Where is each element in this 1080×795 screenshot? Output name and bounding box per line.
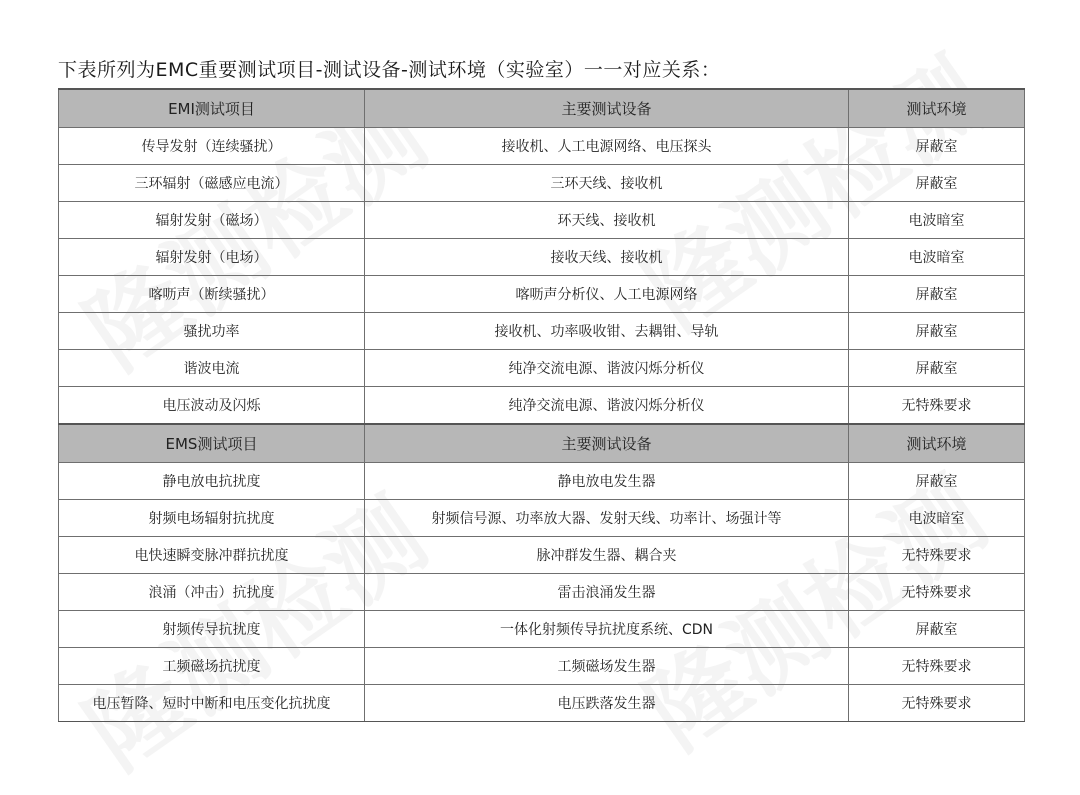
table-row xyxy=(59,537,1025,574)
environment-cell: 屏蔽室 xyxy=(849,611,1025,648)
table-row xyxy=(59,463,1025,500)
table-row xyxy=(59,387,1025,425)
table-row xyxy=(59,350,1025,387)
table-row xyxy=(59,202,1025,239)
test-item-cell: 辐射发射（磁场） xyxy=(59,202,365,239)
equipment-cell: 雷击浪涌发生器 xyxy=(365,574,849,611)
equipment-cell: 喀呖声分析仪、人工电源网络 xyxy=(365,276,849,313)
environment-cell: 无特殊要求 xyxy=(849,685,1025,722)
table-row xyxy=(59,685,1025,722)
header-equipment: 主要测试设备 xyxy=(365,89,849,128)
table-body xyxy=(59,89,1025,722)
equipment-cell: 三环天线、接收机 xyxy=(365,165,849,202)
test-item-cell: 工频磁场抗扰度 xyxy=(59,648,365,685)
table-row xyxy=(59,611,1025,648)
environment-cell: 电波暗室 xyxy=(849,500,1025,537)
table-row xyxy=(59,165,1025,202)
table-row xyxy=(59,239,1025,276)
environment-cell: 屏蔽室 xyxy=(849,313,1025,350)
equipment-cell: 电压跌落发生器 xyxy=(365,685,849,722)
table-row xyxy=(59,276,1025,313)
header-environment: 测试环境 xyxy=(849,424,1025,463)
test-item-cell: 谐波电流 xyxy=(59,350,365,387)
equipment-cell: 纯净交流电源、谐波闪烁分析仪 xyxy=(365,350,849,387)
table-row xyxy=(59,574,1025,611)
header-environment: 测试环境 xyxy=(849,89,1025,128)
equipment-cell: 一体化射频传导抗扰度系统、CDN xyxy=(365,611,849,648)
test-item-cell: 三环辐射（磁感应电流） xyxy=(59,165,365,202)
header-test-item: EMI测试项目 xyxy=(59,89,365,128)
test-item-cell: 浪涌（冲击）抗扰度 xyxy=(59,574,365,611)
equipment-cell: 纯净交流电源、谐波闪烁分析仪 xyxy=(365,387,849,425)
environment-cell: 无特殊要求 xyxy=(849,574,1025,611)
environment-cell: 无特殊要求 xyxy=(849,387,1025,425)
equipment-cell: 接收机、功率吸收钳、去耦钳、导轨 xyxy=(365,313,849,350)
environment-cell: 电波暗室 xyxy=(849,239,1025,276)
table-row xyxy=(59,500,1025,537)
equipment-cell: 接收机、人工电源网络、电压探头 xyxy=(365,128,849,165)
ems-header-row xyxy=(59,424,1025,463)
test-item-cell: 电压波动及闪烁 xyxy=(59,387,365,425)
test-item-cell: 射频传导抗扰度 xyxy=(59,611,365,648)
test-item-cell: 静电放电抗扰度 xyxy=(59,463,365,500)
environment-cell: 无特殊要求 xyxy=(849,537,1025,574)
header-test-item: EMS测试项目 xyxy=(59,424,365,463)
environment-cell: 屏蔽室 xyxy=(849,276,1025,313)
test-item-cell: 电压暂降、短时中断和电压变化抗扰度 xyxy=(59,685,365,722)
table-row xyxy=(59,128,1025,165)
equipment-cell: 工频磁场发生器 xyxy=(365,648,849,685)
environment-cell: 屏蔽室 xyxy=(849,165,1025,202)
environment-cell: 屏蔽室 xyxy=(849,350,1025,387)
test-item-cell: 电快速瞬变脉冲群抗扰度 xyxy=(59,537,365,574)
test-item-cell: 射频电场辐射抗扰度 xyxy=(59,500,365,537)
page-title: 下表所列为EMC重要测试项目-测试设备-测试环境（实验室）一一对应关系： xyxy=(58,59,721,81)
test-item-cell: 骚扰功率 xyxy=(59,313,365,350)
environment-cell: 电波暗室 xyxy=(849,202,1025,239)
equipment-cell: 环天线、接收机 xyxy=(365,202,849,239)
environment-cell: 屏蔽室 xyxy=(849,128,1025,165)
environment-cell: 无特殊要求 xyxy=(849,648,1025,685)
header-equipment: 主要测试设备 xyxy=(365,424,849,463)
equipment-cell: 射频信号源、功率放大器、发射天线、功率计、场强计等 xyxy=(365,500,849,537)
equipment-cell: 接收天线、接收机 xyxy=(365,239,849,276)
test-item-cell: 辐射发射（电场） xyxy=(59,239,365,276)
test-item-cell: 传导发射（连续骚扰） xyxy=(59,128,365,165)
emc-test-table xyxy=(58,88,1025,722)
emi-header-row xyxy=(59,89,1025,128)
equipment-cell: 脉冲群发生器、耦合夹 xyxy=(365,537,849,574)
test-item-cell: 喀呖声（断续骚扰） xyxy=(59,276,365,313)
equipment-cell: 静电放电发生器 xyxy=(365,463,849,500)
table-row xyxy=(59,648,1025,685)
environment-cell: 屏蔽室 xyxy=(849,463,1025,500)
table-row xyxy=(59,313,1025,350)
